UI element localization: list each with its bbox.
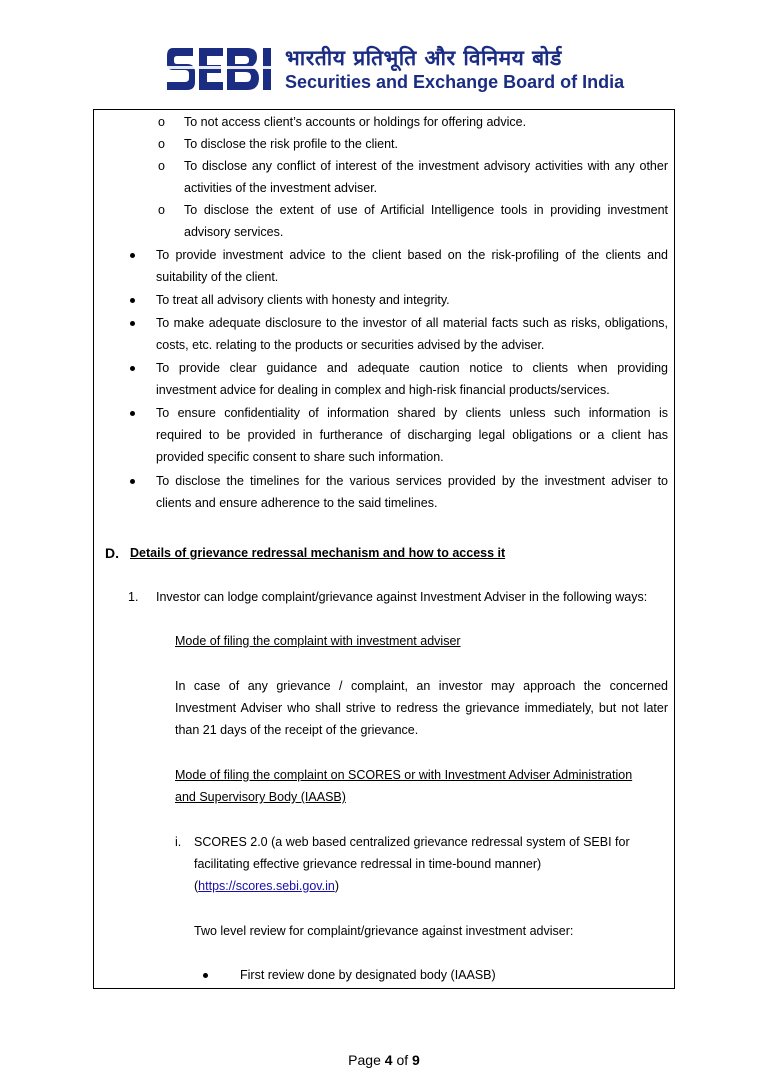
bullet-icon xyxy=(130,479,135,484)
review-intro: Two level review for complaint/grievance against investment adviser: xyxy=(194,924,574,938)
bullet-text: To provide investment advice to the client based on the risk-profiling of the clients and xyxy=(156,248,668,262)
section-letter: D. xyxy=(105,545,119,561)
of-word: of xyxy=(396,1052,409,1068)
sub-item-marker: o xyxy=(158,137,165,151)
bullet-text: To provide clear guidance and adequate caution notice to clients when providing xyxy=(156,361,668,375)
page-footer xyxy=(0,1052,768,1068)
sub-item-marker: o xyxy=(158,203,165,217)
bullet-text: To ensure confidentiality of information shared by clients unless such information is xyxy=(156,406,668,420)
sub-item-text: To disclose the risk profile to the client. xyxy=(184,137,398,151)
paragraph-line: In case of any grievance / complaint, an investor may approach the concerned xyxy=(175,679,668,693)
paren-open: ( xyxy=(194,879,199,893)
subheading-scores: and Supervisory Body (IAASB) xyxy=(175,790,346,804)
bullet-icon xyxy=(130,253,135,258)
scores-link-line xyxy=(194,878,339,894)
review-bullet: First review done by designated body (IAASB) xyxy=(240,968,496,982)
bullet-text: required to be provided in furtherance of discharging legal obligations or a client has xyxy=(156,428,668,442)
bullet-text: clients and ensure adherence to the said timelines. xyxy=(156,496,438,510)
org-name-english: Securities and Exchange Board of India xyxy=(285,72,625,92)
paragraph-line: than 21 days of the receipt of the grievance. xyxy=(175,723,419,737)
scores-text: facilitating effective grievance redressal in time-bound manner) xyxy=(194,857,542,871)
bullet-icon xyxy=(130,411,135,416)
paren-close: ) xyxy=(334,879,339,893)
bullet-text: suitability of the client. xyxy=(156,270,279,284)
sub-item-text: To disclose the extent of use of Artificial Intelligence tools in providing investment xyxy=(184,203,668,217)
bullet-text: costs, etc. relating to the products or securities advised by the adviser. xyxy=(156,338,545,352)
sub-item-text: advisory services. xyxy=(184,225,284,239)
org-name-hindi: भारतीय प्रतिभूति और विनिमय बोर्ड xyxy=(285,46,562,70)
page-word: Page xyxy=(348,1052,381,1068)
bullet-icon xyxy=(130,298,135,303)
section-title: Details of grievance redressal mechanism and how to access it xyxy=(130,546,506,560)
bullet-icon xyxy=(130,321,135,326)
scores-text: SCORES 2.0 (a web based centralized grievance redressal system of SEBI for xyxy=(194,835,630,849)
paragraph-line: Investment Adviser who shall strive to redress the grievance immediately, but not later xyxy=(175,701,668,715)
bullet-text: provided specific consent to share such information. xyxy=(156,450,444,464)
subheading-adviser: Mode of filing the complaint with investment adviser xyxy=(175,634,461,648)
bullet-text: To disclose the timelines for the various services provided by the investment adviser to xyxy=(156,474,668,488)
bullet-text: investment advice for dealing in complex and high-risk financial products/services. xyxy=(156,383,610,397)
scores-link[interactable]: https://scores.sebi.gov.in xyxy=(198,879,335,893)
bullet-text: To treat all advisory clients with honesty and integrity. xyxy=(156,293,450,307)
page-current: 4 xyxy=(384,1052,393,1068)
page-total: 9 xyxy=(412,1052,420,1068)
bullet-icon xyxy=(130,366,135,371)
page-header xyxy=(165,40,625,100)
roman-marker: i. xyxy=(175,835,182,849)
sub-item-marker: o xyxy=(158,159,165,173)
bullet-icon xyxy=(203,973,208,978)
item-text: Investor can lodge complaint/grievance against Investment Adviser in the following ways: xyxy=(156,590,648,604)
item-number: 1. xyxy=(128,590,139,604)
sub-item-text: activities of the investment adviser. xyxy=(184,181,378,195)
sub-item-marker: o xyxy=(158,115,165,129)
sub-item-text: To not access client’s accounts or holdings for offering advice. xyxy=(184,115,527,129)
sub-item-text: To disclose any conflict of interest of the investment advisory activities with any other xyxy=(184,159,668,173)
sebi-logo xyxy=(165,42,277,96)
bullet-text: To make adequate disclosure to the investor of all material facts such as risks, obligations, xyxy=(156,316,668,330)
subheading-scores: Mode of filing the complaint on SCORES or with Investment Adviser Administration xyxy=(175,768,633,782)
